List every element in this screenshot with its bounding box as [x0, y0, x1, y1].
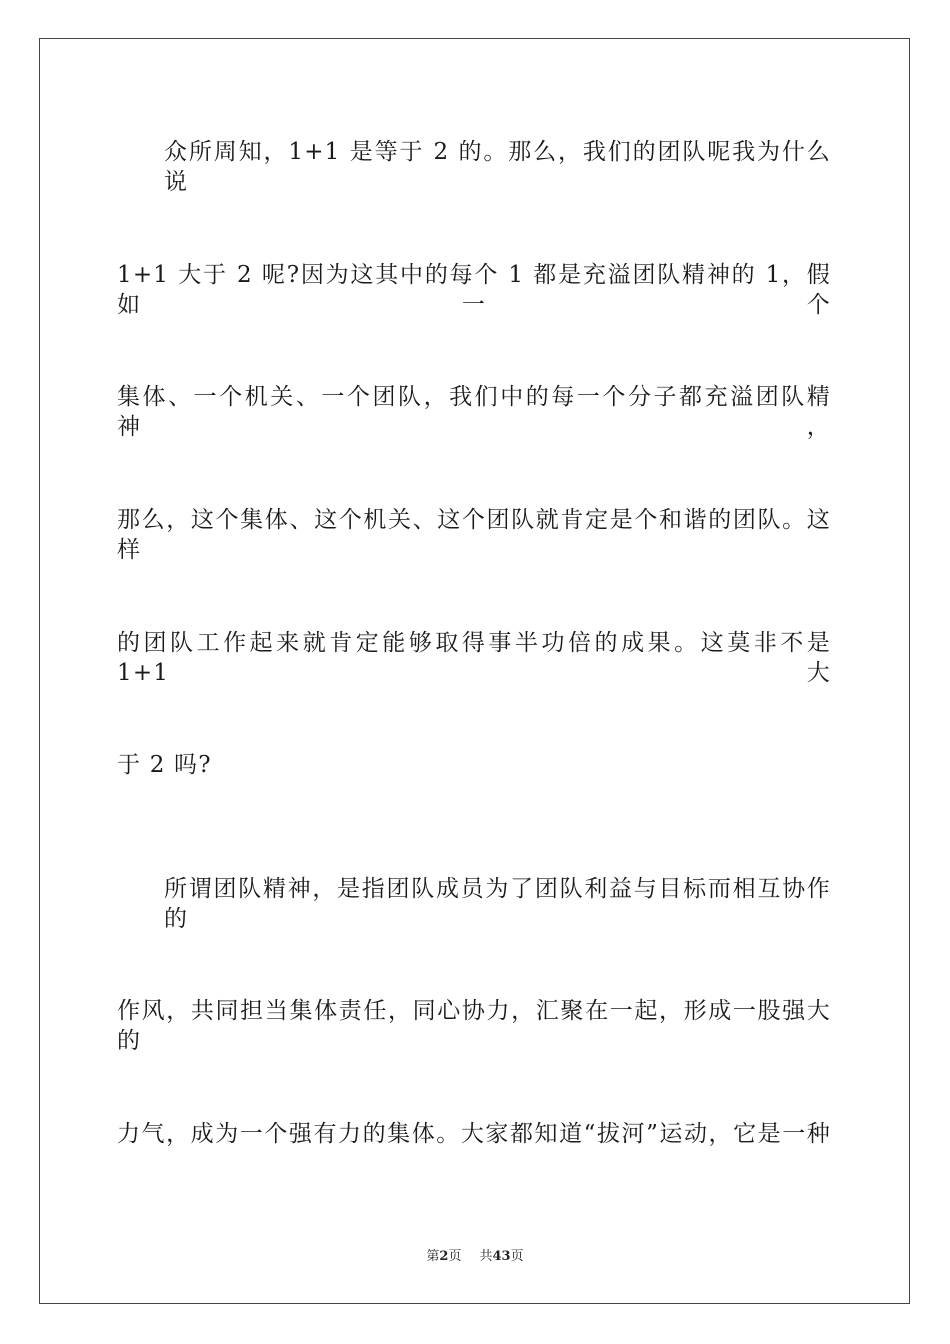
total-label-prefix: 共: [479, 1249, 493, 1264]
paragraph-1-line-4: 那么，这个集体、这个机关、这个团队就肯定是个和谐的团队。这样: [117, 507, 831, 563]
current-page-number: 2: [439, 1249, 449, 1264]
page-label-suffix: 页: [448, 1249, 462, 1264]
paragraph-1-line-3: 集体、一个机关、一个团队，我们中的每一个分子都充溢团队精神，: [117, 384, 831, 440]
paragraph-1-line-6: 于 2 吗?: [117, 752, 212, 778]
paragraph-1-line-5: 的团队工作起来就肯定能够取得事半功倍的成果。这莫非不是 1+1 大: [117, 630, 831, 686]
paragraph-2-line-3: 力气，成为一个强有力的集体。大家都知道“拔河”运动，它是一种: [117, 1121, 831, 1147]
paragraph-2-line-1: 所谓团队精神，是指团队成员为了团队利益与目标而相互协作的: [164, 876, 831, 932]
total-label-suffix: 页: [510, 1249, 524, 1264]
page-footer: [0, 1248, 950, 1266]
page-label-prefix: 第: [426, 1249, 440, 1264]
paragraph-1-line-1: 众所周知，1+1 是等于 2 的。那么，我们的团队呢我为什么说: [164, 139, 831, 195]
paragraph-2-line-2: 作风，共同担当集体责任，同心协力，汇聚在一起，形成一股强大的: [117, 998, 831, 1054]
total-page-count: 43: [492, 1249, 511, 1264]
paragraph-1-line-2: 1+1 大于 2 呢?因为这其中的每个 1 都是充溢团队精神的 1，假如一个: [117, 262, 831, 318]
